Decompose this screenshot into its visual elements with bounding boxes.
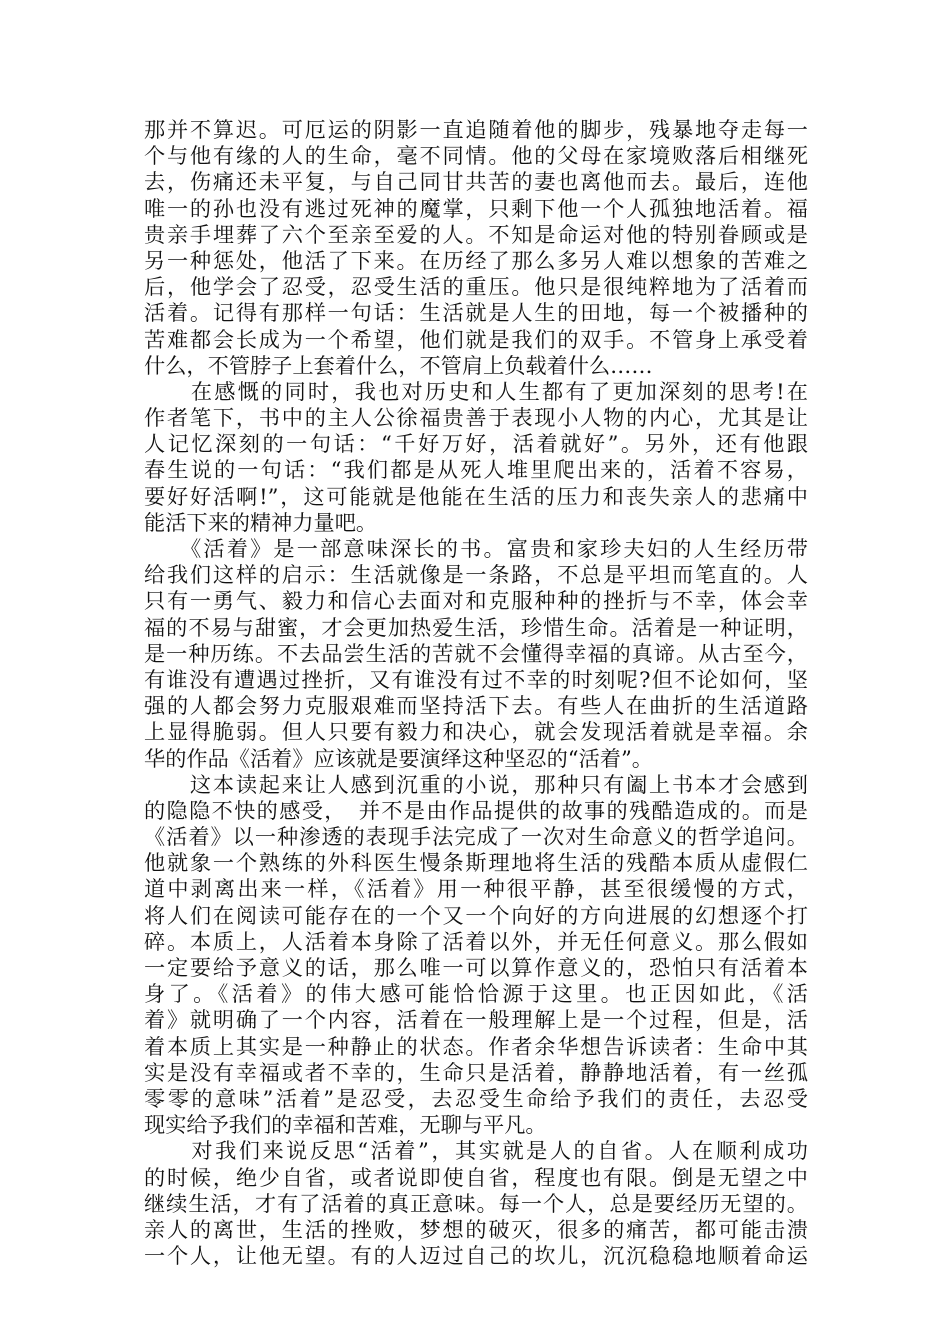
text-line: 只有一勇气、毅力和信心去面对和克服种种的挫折与不幸，体会幸 — [144, 588, 808, 614]
text-line: 春生说的一句话：“我们都是从死人堆里爬出来的，活着不容易， — [144, 457, 808, 483]
text-line: 身了。《活着》的伟大感可能恰恰源于这里。也正因如此，《活 — [144, 981, 808, 1007]
text-line: 什么，不管脖子上套着什么，不管肩上负载着什么…… — [144, 352, 653, 378]
text-line: 亲人的离世，生活的挫败，梦想的破灭，很多的痛苦，都可能击溃 — [144, 1216, 808, 1242]
text-line: 现实给予我们的幸福和苦难，无聊与平凡。 — [144, 1112, 547, 1138]
text-line: 华的作品《活着》应该就是要演绎这种坚忍的“活着”。 — [144, 745, 653, 771]
text-line: 着本质上其实是一种静止的状态。作者余华想告诉读者：生命中其 — [144, 1033, 808, 1059]
text-line: 是一种历练。不去品尝生活的苦就不会懂得幸福的真谛。从古至今， — [144, 640, 808, 666]
text-line: 的隐隐不快的感受， 并不是由作品提供的故事的残酷造成的。而是 — [144, 797, 808, 823]
text-line: 将人们在阅读可能存在的一个又一个向好的方向进展的幻想逐个打 — [144, 902, 808, 928]
text-line: 要好好活啊!”，这可能就是他能在生活的压力和丧失亲人的悲痛中 — [144, 483, 808, 509]
text-line: 的时候，绝少自省，或者说即使自省，程度也有限。倒是无望之中 — [144, 1164, 808, 1190]
paragraph-1 — [144, 117, 808, 379]
text-line: 作者笔下，书中的主人公徐福贵善于表现小人物的内心，尤其是让 — [144, 405, 808, 431]
text-line: 实是没有幸福或者不幸的，生命只是活着，静静地活着，有一丝孤 — [144, 1059, 808, 1085]
paragraph-5 — [144, 1138, 808, 1269]
text-line: 强的人都会努力克服艰难而坚持活下去。有些人在曲折的生活道路 — [144, 693, 808, 719]
text-line: 着》就明确了一个内容，活着在一般理解上是一个过程，但是，活 — [144, 1007, 808, 1033]
text-line: 活着。记得有那样一句话：生活就是人生的田地，每一个被播种的 — [144, 300, 808, 326]
text-line: 福的不易与甜蜜，才会更加热爱生活，珍惜生命。活着是一种证明， — [144, 614, 808, 640]
text-line: 人记忆深刻的一句话：“千好万好，活着就好”。另外，还有他跟 — [144, 431, 808, 457]
text-line: 零零的意味”活着”是忍受，去忍受生命给予我们的责任，去忍受 — [144, 1085, 808, 1111]
text-line: 后，他学会了忍受，忍受生活的重压。他只是很纯粹地为了活着而 — [144, 274, 808, 300]
paragraph-4 — [144, 772, 808, 1139]
text-line: 唯一的孙也没有逃过死神的魔掌，只剩下他一个人孤独地活着。福 — [144, 195, 808, 221]
text-line: 去，伤痛还未平复，与自己同甘共苦的妻也离他而去。最后，连他 — [144, 169, 808, 195]
text-line: 个与他有缘的人的生命，毫不同情。他的父母在家境败落后相继死 — [144, 143, 808, 169]
paragraph-3 — [144, 536, 808, 772]
text-line: 《活着》是一部意味深长的书。富贵和家珍夫妇的人生经历带 — [144, 536, 808, 561]
text-line: 能活下来的精神力量吧。 — [144, 509, 378, 535]
text-line: 这本读起来让人感到沉重的小说，那种只有阖上书本才会感到 — [144, 771, 808, 797]
text-line: 道中剥离出来一样，《活着》用一种很平静，甚至很缓慢的方式， — [144, 876, 808, 902]
text-line: 另一种惩处，他活了下来。在历经了那么多另人难以想象的苦难之 — [144, 247, 808, 273]
text-line: 对我们来说反思“活着”，其实就是人的自省。人在顺利成功 — [144, 1138, 808, 1164]
text-line: 《活着》以一种渗透的表现手法完成了一次对生命意义的哲学追问。 — [144, 824, 808, 850]
text-line: 贵亲手埋葬了六个至亲至爱的人。不知是命运对他的特别眷顾或是 — [144, 221, 808, 247]
essay-body — [144, 117, 808, 1269]
paragraph-2 — [144, 379, 808, 536]
text-line: 有谁没有遭遇过挫折，又有谁没有过不幸的时刻呢?但不论如何，坚 — [144, 666, 808, 692]
text-line: 苦难都会长成为一个希望，他们就是我们的双手。不管身上承受着 — [144, 326, 808, 352]
text-line: 他就象一个熟练的外科医生慢条斯理地将生活的残酷本质从虚假仁 — [144, 850, 808, 876]
text-line: 一定要给予意义的话，那么唯一可以算作意义的，恐怕只有活着本 — [144, 955, 808, 980]
text-line: 那并不算迟。可厄运的阴影一直追随着他的脚步，残暴地夺走每一 — [144, 117, 808, 142]
text-line: 一个人，让他无望。有的人迈过自己的坎儿，沉沉稳稳地顺着命运 — [144, 1243, 808, 1269]
text-line: 在感慨的同时，我也对历史和人生都有了更加深刻的思考!在 — [144, 378, 808, 404]
text-line: 给我们这样的启示：生活就像是一条路，不总是平坦而笔直的。人 — [144, 562, 808, 588]
text-line: 继续生活，才有了活着的真正意味。每一个人，总是要经历无望的。 — [144, 1190, 808, 1216]
text-line: 上显得脆弱。但人只要有毅力和决心，就会发现活着就是幸福。余 — [144, 719, 808, 745]
text-line: 碎。本质上，人活着本身除了活着以外，并无任何意义。那么假如 — [144, 928, 808, 954]
